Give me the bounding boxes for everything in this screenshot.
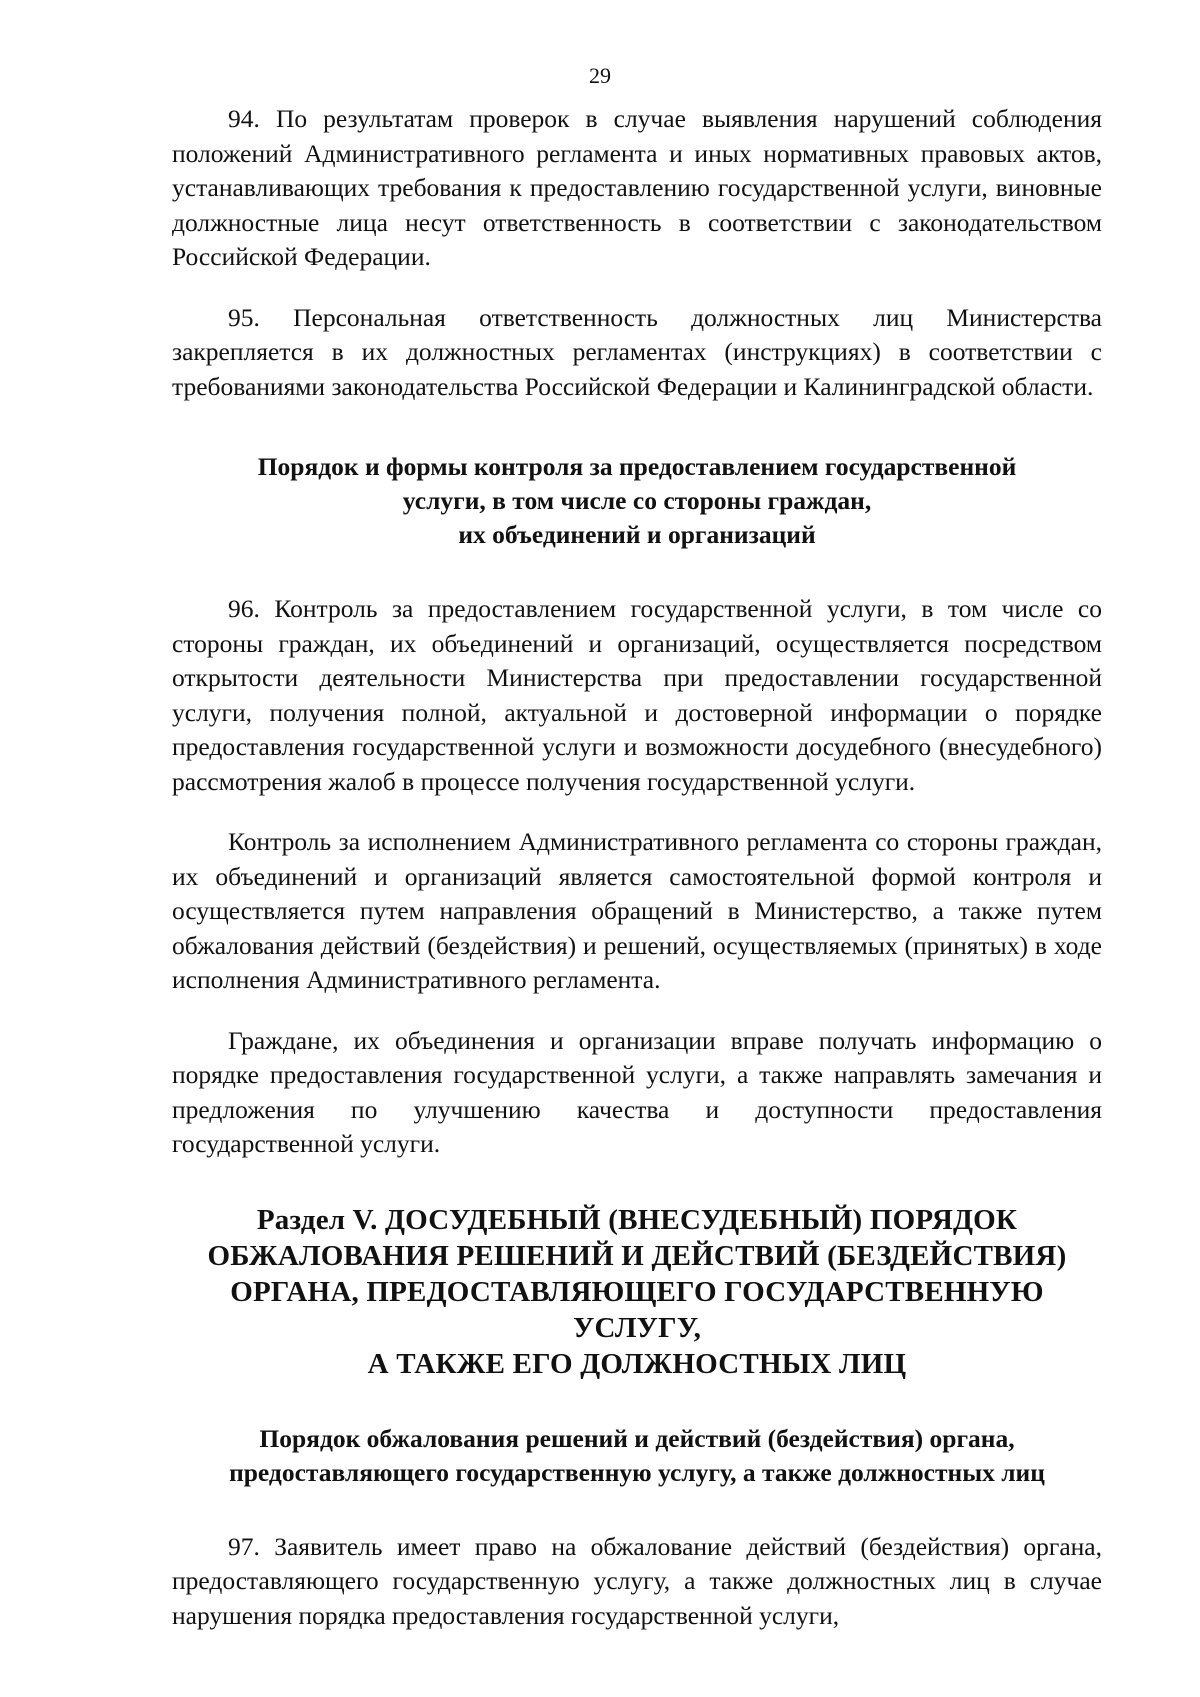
heading-line: Порядок обжалования решений и действий (бездействия) органа, <box>259 1423 1015 1453</box>
paragraph-spacer <box>172 1490 1102 1530</box>
paragraph-96-control: Контроль за исполнением Административного регламента со стороны граждан, их объединений и организаций является самостоятельной формой контроля и осуществляется путем направления обращений в Министерство, а также путем обжалования действий (бездействия) и решений, осуществляемых (принятых) в ходе исполнения Административного регламента. <box>172 827 1102 994</box>
paragraph-spacer <box>172 275 1102 301</box>
paragraph-spacer <box>172 998 1102 1024</box>
paragraph-spacer <box>172 1162 1102 1202</box>
paragraph-97: 97. Заявитель имеет право на обжалование действий (бездействия) органа, предоставляющего государственную услугу, а также должностных лиц в случае нарушения порядка предоставления государственной услуги, <box>172 1531 1102 1630</box>
section-v-title <box>172 1202 1102 1382</box>
paragraph-spacer <box>172 799 1102 825</box>
heading-line: их объединений и организаций <box>458 520 816 549</box>
section-title-line: А ТАКЖЕ ЕГО ДОЛЖНОСТНЫХ ЛИЦ <box>367 1347 907 1380</box>
heading-line: услуги, в том числе со стороны граждан, <box>402 486 872 515</box>
paragraph-spacer <box>172 1382 1102 1422</box>
paragraph-94: 94. По результатам проверок в случае выявления нарушений соблюдения положений Административного регламента и иных нормативных правовых актов, устанавливающих требования к предоставлению государственной услуги, виновные должностные лица несут ответственность в соответствии с законодательством Российской Федерации. <box>172 104 1102 271</box>
heading-control-forms <box>172 450 1102 552</box>
heading-appeal-procedure <box>172 1422 1102 1490</box>
paragraph-96-citizens: Граждане, их объединения и организации вправе получать информацию о порядке предоставления государственной услуги, а также направлять замечания и предложения по улучшению качества и доступности предоставления государственной услуги. <box>172 1025 1102 1158</box>
heading-line: Порядок и формы контроля за предоставлением государственной <box>257 452 1017 481</box>
paragraph-95: 95. Персональная ответственность должностных лиц Министерства закрепляется в их должностных регламентах (инструкциях) в соответствии с требованиями законодательства Российской Федерации и Калининградской области. <box>172 302 1102 401</box>
section-title-line: ОБЖАЛОВАНИЯ РЕШЕНИЙ И ДЕЙСТВИЙ (БЕЗДЕЙСТВИЯ) <box>207 1239 1067 1272</box>
section-title-line: Раздел V. ДОСУДЕБНЫЙ (ВНЕСУДЕБНЫЙ) ПОРЯДОК <box>256 1203 1018 1236</box>
paragraph-spacer <box>172 552 1102 592</box>
heading-line: предоставляющего государственную услугу, а также должностных лиц <box>229 1457 1045 1487</box>
section-title-line: ОРГАНА, ПРЕДОСТАВЛЯЮЩЕГО ГОСУДАРСТВЕННУЮ УСЛУГУ, <box>230 1275 1044 1344</box>
document-body <box>172 102 1102 1633</box>
paragraph-spacer <box>172 404 1102 450</box>
page-number: 29 <box>589 63 611 88</box>
paragraph-96: 96. Контроль за предоставлением государственной услуги, в том числе со стороны граждан, их объединений и организаций, осуществляется посредством открытости деятельности Министерства при предоставлении государственной услуги, получения полной, актуальной и достоверной информации о порядке предоставления государственной услуги и возможности досудебного (внесудебного) рассмотрения жалоб в процессе получения государственной услуги. <box>172 594 1102 796</box>
